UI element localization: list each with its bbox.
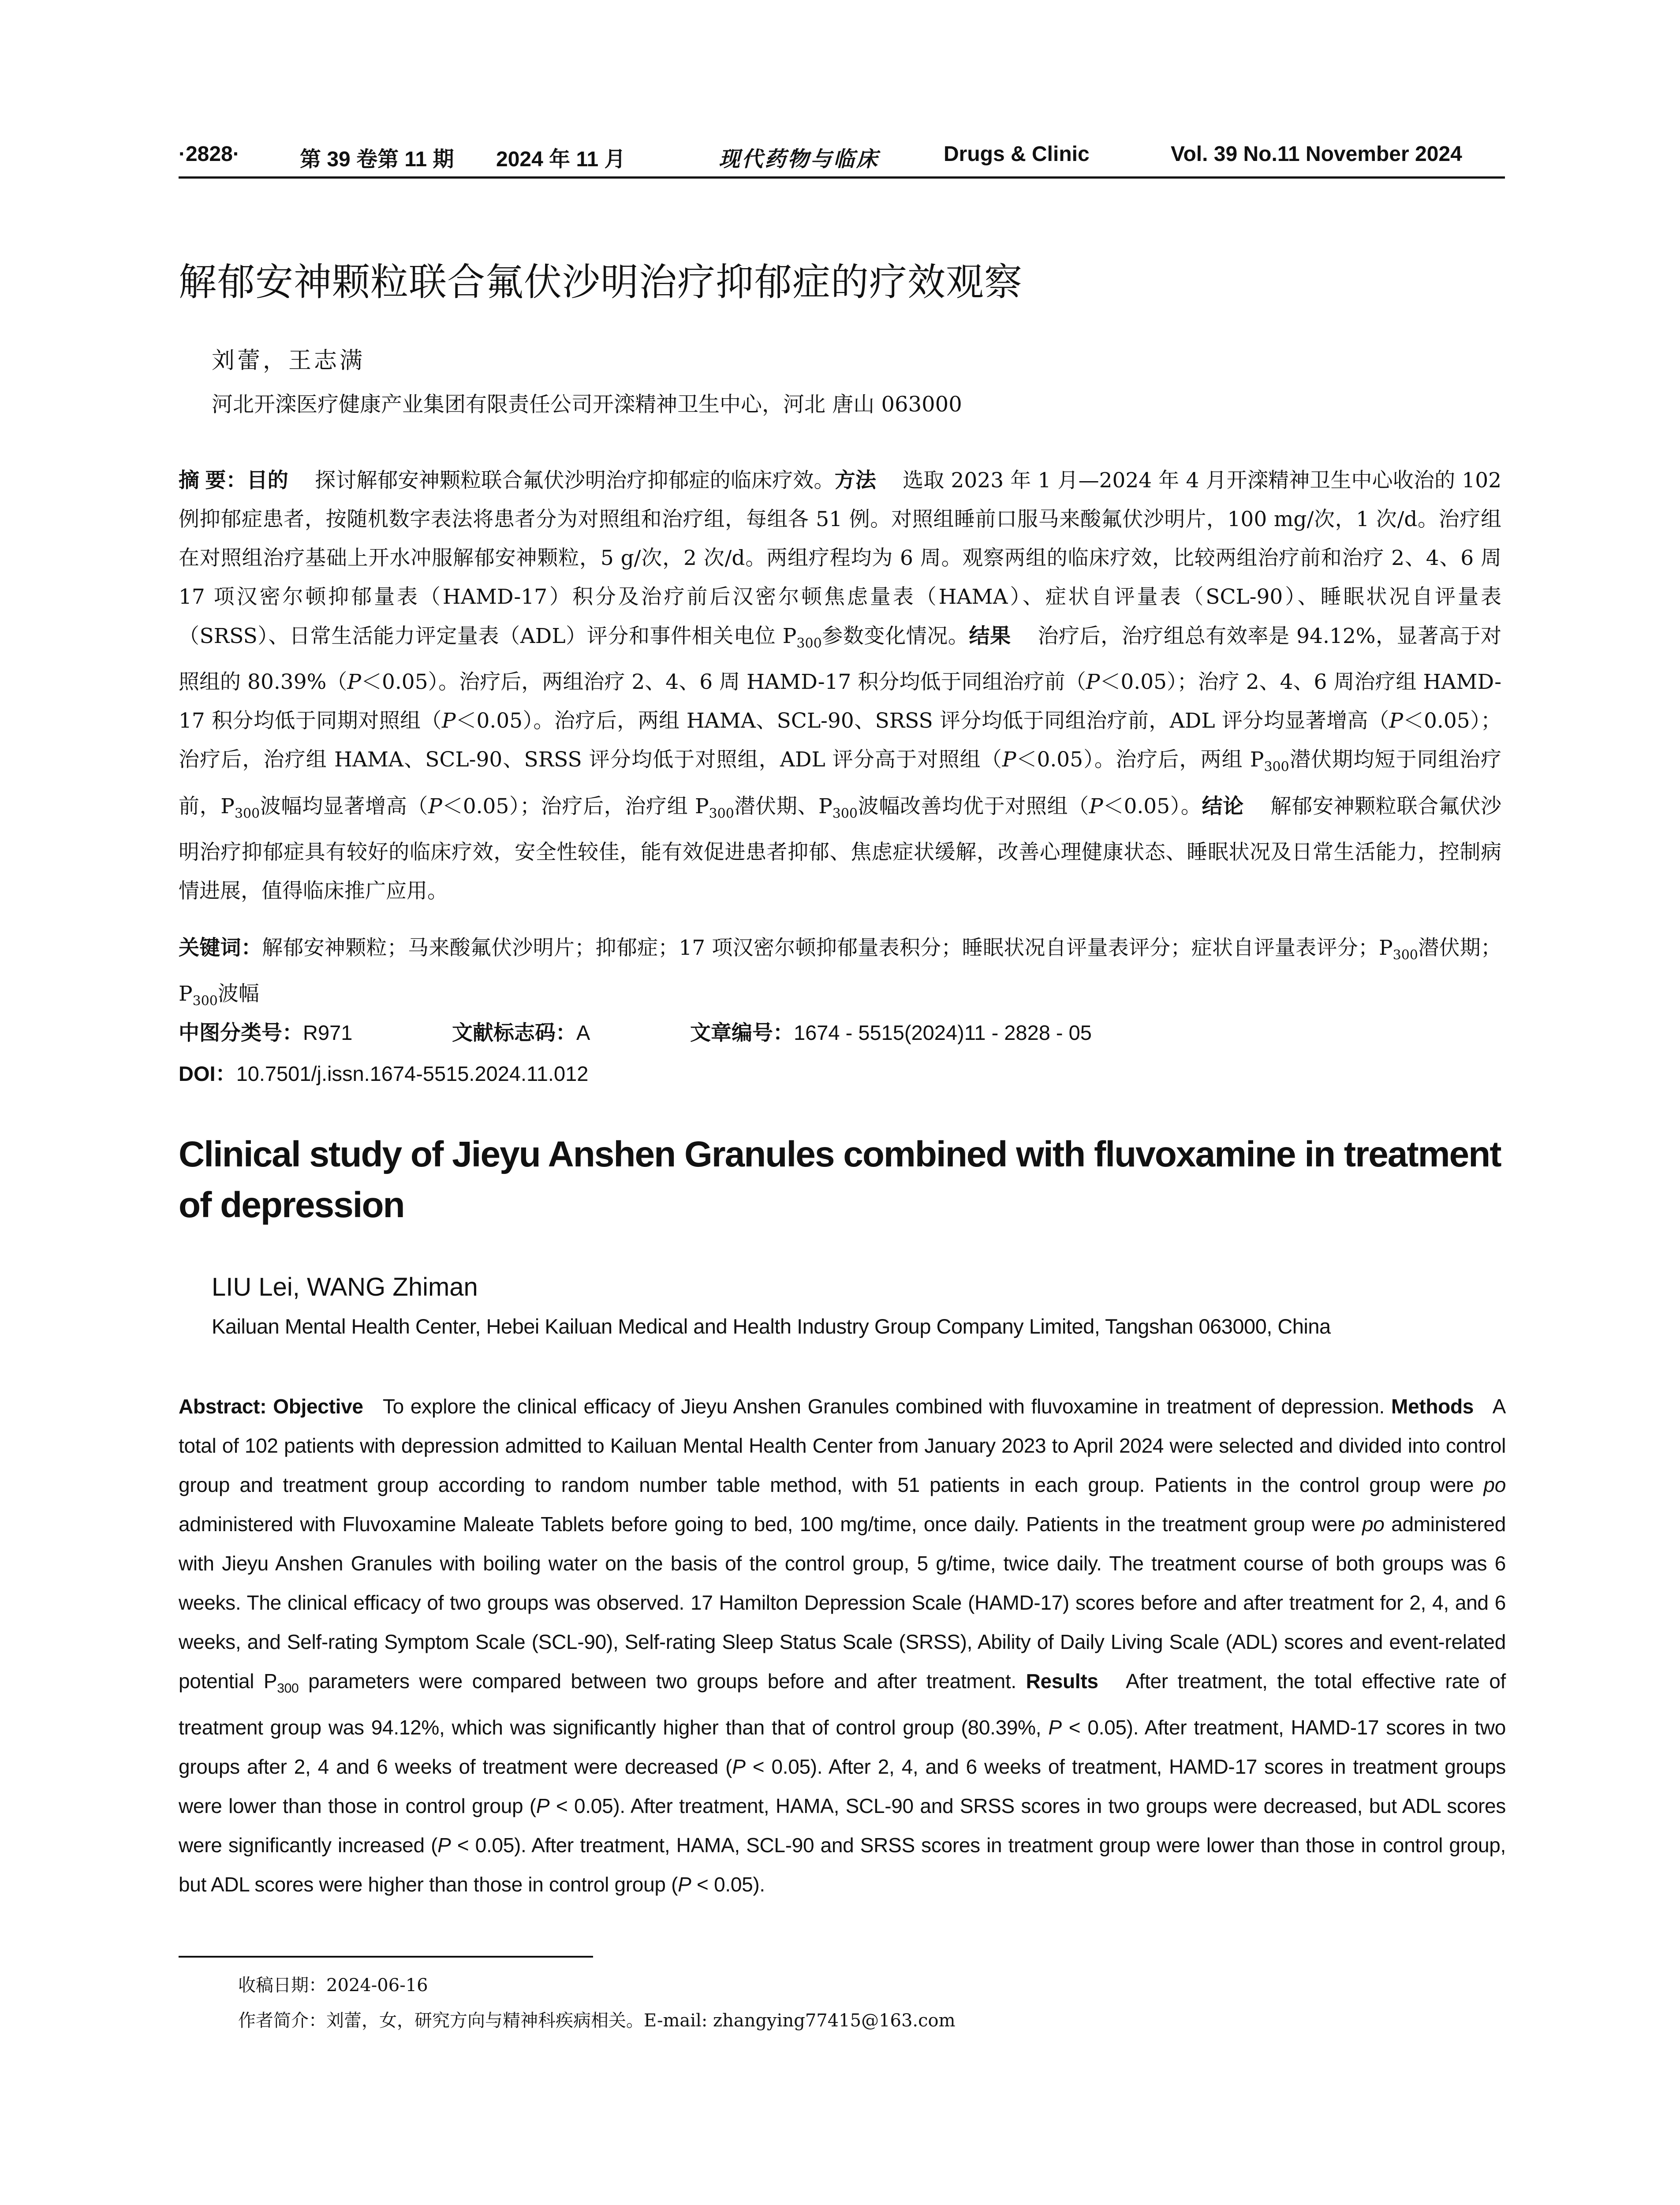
methods-label-en: Methods (1391, 1395, 1474, 1418)
doi-label: DOI： (179, 1062, 236, 1085)
journal-name-en: Drugs & Clinic (944, 142, 1090, 166)
authors-cn: 刘蕾，王志满 (212, 348, 366, 374)
doc-code-value: A (576, 1021, 590, 1044)
title-cn: 解郁安神颗粒联合氟伏沙明治疗抑郁症的疗效观察 (179, 261, 1023, 303)
conclusion-cn: 解郁安神颗粒联合氟伏沙明治疗抑郁症具有较好的临床疗效，安全性较佳，能有效促进患者抑郁、焦虑症状缓解，改善心理健康状态、睡眠状况及日常生活能力，控制病情进展，值得临床推广应用。 (179, 794, 1502, 904)
results-cn: 治疗后，治疗组总有效率是 94.12%，显著高于对照组的 80.39%（ (179, 624, 1502, 695)
page-number: ·2828· (179, 142, 240, 166)
abstract-en: Abstract: Objective To explore the clinical efficacy of Jieyu Anshen Granules combined with fluvoxamine in treatment of depression. Methods A total of 102 patients with depression admitted to Kailuan Mental Health Center from January 2023 to April 2024 were selected and divided into control group and treatment group according to random number table method, with 51 patients in each group. Patients in the control group were po administered with Fluvoxamine Maleate Tablets before going to bed, 100 mg/time, once daily. Patients in the treatment group were po administered with Jieyu Anshen Granules with boiling water on the basis of the control group, 5 g/time, twice daily. The treatment course of both groups was 6 weeks. The clinical efficacy of two groups was observed. 17 Hamilton Depression Scale (HAMD-17) scores before and after treatment for 2, 4, and 6 weeks, and Self-rating Symptom Scale (SCL-90), Self-rating Sleep Status Scale (SRSS), Ability of Daily Living Scale (ADL) scores and event-related potential $P_{300}$ parameters were compared between two groups before and after treatment. Results After treatment, the total effective rate of treatment group was 94.12%, which was significantly higher than that of control group (80.39%, P < 0.05). After treatment, HAMD-17 scores in two groups after 2, 4 and 6 weeks of treatment were decreased (P < 0.05). After 2, 4, and 6 weeks of treatment, HAMD-17 scores in treatment groups were lower than those in control group (P < 0.05). After treatment, HAMA, SCL-90 and SRSS scores in two groups were decreased, but ADL scores were significantly increased (P < 0.05). After treatment, HAMA, SCL-90 and SRSS scores in treatment group were lower than those in control group, but ADL scores were higher than those in control group (P < 0.05). (179, 1395, 1506, 1896)
objective-label-en: Objective (273, 1395, 363, 1418)
title-en: Clinical study of Jieyu Anshen Granules combined with fluvoxamine in treatment of depression (179, 1134, 1501, 1225)
affiliation-cn: 河北开滦医疗健康产业集团有限责任公司开滦精神卫生中心，河北 唐山 063000 (212, 392, 962, 417)
affiliation-en: Kailuan Mental Health Center, Hebei Kailuan Medical and Health Industry Group Company Limited, Tangshan 063000, China (212, 1315, 1331, 1338)
author-info: 作者简介：刘蕾，女，研究方向与精神科疾病相关。E-mail: zhangying77415@163.com (238, 2011, 956, 2031)
abstract-label-en: Abstract: (179, 1395, 267, 1418)
journal-name-cn: 现代药物与临床 (719, 147, 880, 172)
results-en: After treatment, the total effective rate of treatment group was 94.12%, which was significantly higher than that of control group (80.39%, (179, 1670, 1506, 1739)
keywords-label-cn: 关键词： (179, 936, 262, 959)
clc-value: R971 (303, 1021, 353, 1044)
authors-en: LIU Lei, WANG Zhiman (212, 1273, 478, 1301)
doi-line (179, 1058, 588, 1087)
header-rule (179, 176, 1505, 179)
results-label-cn: 结果 (969, 624, 1011, 647)
objective-cn: 探讨解郁安神颗粒联合氟伏沙明治疗抑郁症的临床疗效。 (314, 468, 835, 493)
issue-cn: 第 39 卷第 11 期 (300, 148, 454, 171)
clc-label: 中图分类号： (179, 1021, 303, 1044)
doi-value: 10.7501/j.issn.1674-5515.2024.11.012 (236, 1062, 589, 1085)
objective-en: To explore the clinical efficacy of Jieyu Anshen Granules combined with fluvoxamine in treatment of depression. (382, 1395, 1385, 1418)
classification-line (179, 1017, 1092, 1046)
abstract-cn: 摘 要：目的 探讨解郁安神颗粒联合氟伏沙明治疗抑郁症的临床疗效。方法 选取 2023 年 1 月—2024 年 4 月开滦精神卫生中心收治的 102 例抑郁症患者，按随机数字表法将患者分为对照组和治疗组，每组各 51 例。对照组睡前口服马来酸氟伏沙明片，100 mg/次，1 次/d。治疗组在对照组治疗基础上开水冲服解郁安神颗粒，5 g/次，2 次/d。两组疗程均为 6 周。观察两组的临床疗效，比较两组治疗前和治疗 2、4、6 周 17 项汉密尔顿抑郁量表（HAMD-17）积分及治疗前后汉密尔顿焦虑量表（HAMA）、症状自评量表（SCL-90）、睡眠状况自评量表（SRSS）、日常生活能力评定量表（ADL）评分和事件相关电位 $P_{300}$参数变化情况。结果 治疗后，治疗组总有效率是 94.12%，显著高于对照组的 80.39%（P＜0.05）。治疗后，两组治疗 2、4、6 周 HAMD-17 积分均低于同组治疗前（P＜0.05）；治疗 2、4、6 周治疗组 HAMD-17 积分均低于同期对照组（P＜0.05）。治疗后，两组 HAMA、SCL-90、SRSS 评分均低于同组治疗前，ADL 评分均显著增高（P＜0.05）；治疗后，治疗组 HAMA、SCL-90、SRSS 评分均低于对照组，ADL 评分高于对照组（P＜0.05）。治疗后，两组 $P_{300}$潜伏期均短于同组治疗前，$P_{300}$波幅均显著增高（P＜0.05）；治疗后，治疗组 $P_{300}$潜伏期、$P_{300}$波幅改善均优于对照组（P＜0.05）。结论 解郁安神颗粒联合氟伏沙明治疗抑郁症具有较好的临床疗效，安全性较佳，能有效促进患者抑郁、焦虑症状缓解，改善心理健康状态、睡眠状况及日常生活能力，控制病情进展，值得临床推广应用。 (179, 468, 1502, 904)
methods-en: A total of 102 patients with depression admitted to Kailuan Mental Health Center from January 2023 to April 2024 were selected and divided into control group and treatment group according to random number table method, with 51 patients in each group. Patients in the control group were (179, 1395, 1506, 1496)
methods-label-cn: 方法 (834, 468, 876, 492)
article-no-label: 文章编号： (690, 1021, 794, 1044)
received-date: 收稿日期：2024-06-16 (238, 1975, 428, 1996)
article-no-value: 1674 - 5515(2024)11 - 2828 - 05 (794, 1021, 1092, 1044)
abstract-label-cn: 摘 要： (179, 468, 247, 492)
conclusion-label-cn: 结论 (1202, 794, 1244, 818)
doc-code-label: 文献标志码： (452, 1021, 576, 1044)
footnote-rule (179, 1956, 593, 1958)
methods-cn: 选取 2023 年 1 月—2024 年 4 月开滦精神卫生中心收治的 102 例抑郁症患者，按随机数字表法将患者分为对照组和治疗组，每组各 51 例。对照组睡前口服马来酸氟伏沙明片，100 mg/次，1 次/d。治疗组在对照组治疗基础上开水冲服解郁安神颗粒，5 g/次，2 次/d。两组疗程均为 6 周。观察两组的临床疗效，比较两组治疗前和治疗 2、4、6 周 17 项汉密尔顿抑郁量表（HAMD-17）积分及治疗前后汉密尔顿焦虑量表（HAMA）、症状自评量表（SCL-90）、睡眠状况自评量表（SRSS）、日常生活能力评定量表（ADL）评分和事件相关电位 P (179, 468, 1502, 648)
objective-label-cn: 目的 (246, 468, 288, 492)
date-cn: 2024 年 11 月 (496, 148, 626, 171)
results-label-en: Results (1026, 1670, 1098, 1693)
issue-en: Vol. 39 No.11 November 2024 (1171, 142, 1462, 166)
keywords-cn: 关键词：解郁安神颗粒；马来酸氟伏沙明片；抑郁症；17 项汉密尔顿抑郁量表积分；睡眠状况自评量表评分；症状自评量表评分；$P_{300}$潜伏期；$P_{300}$波幅 (179, 936, 1502, 1009)
